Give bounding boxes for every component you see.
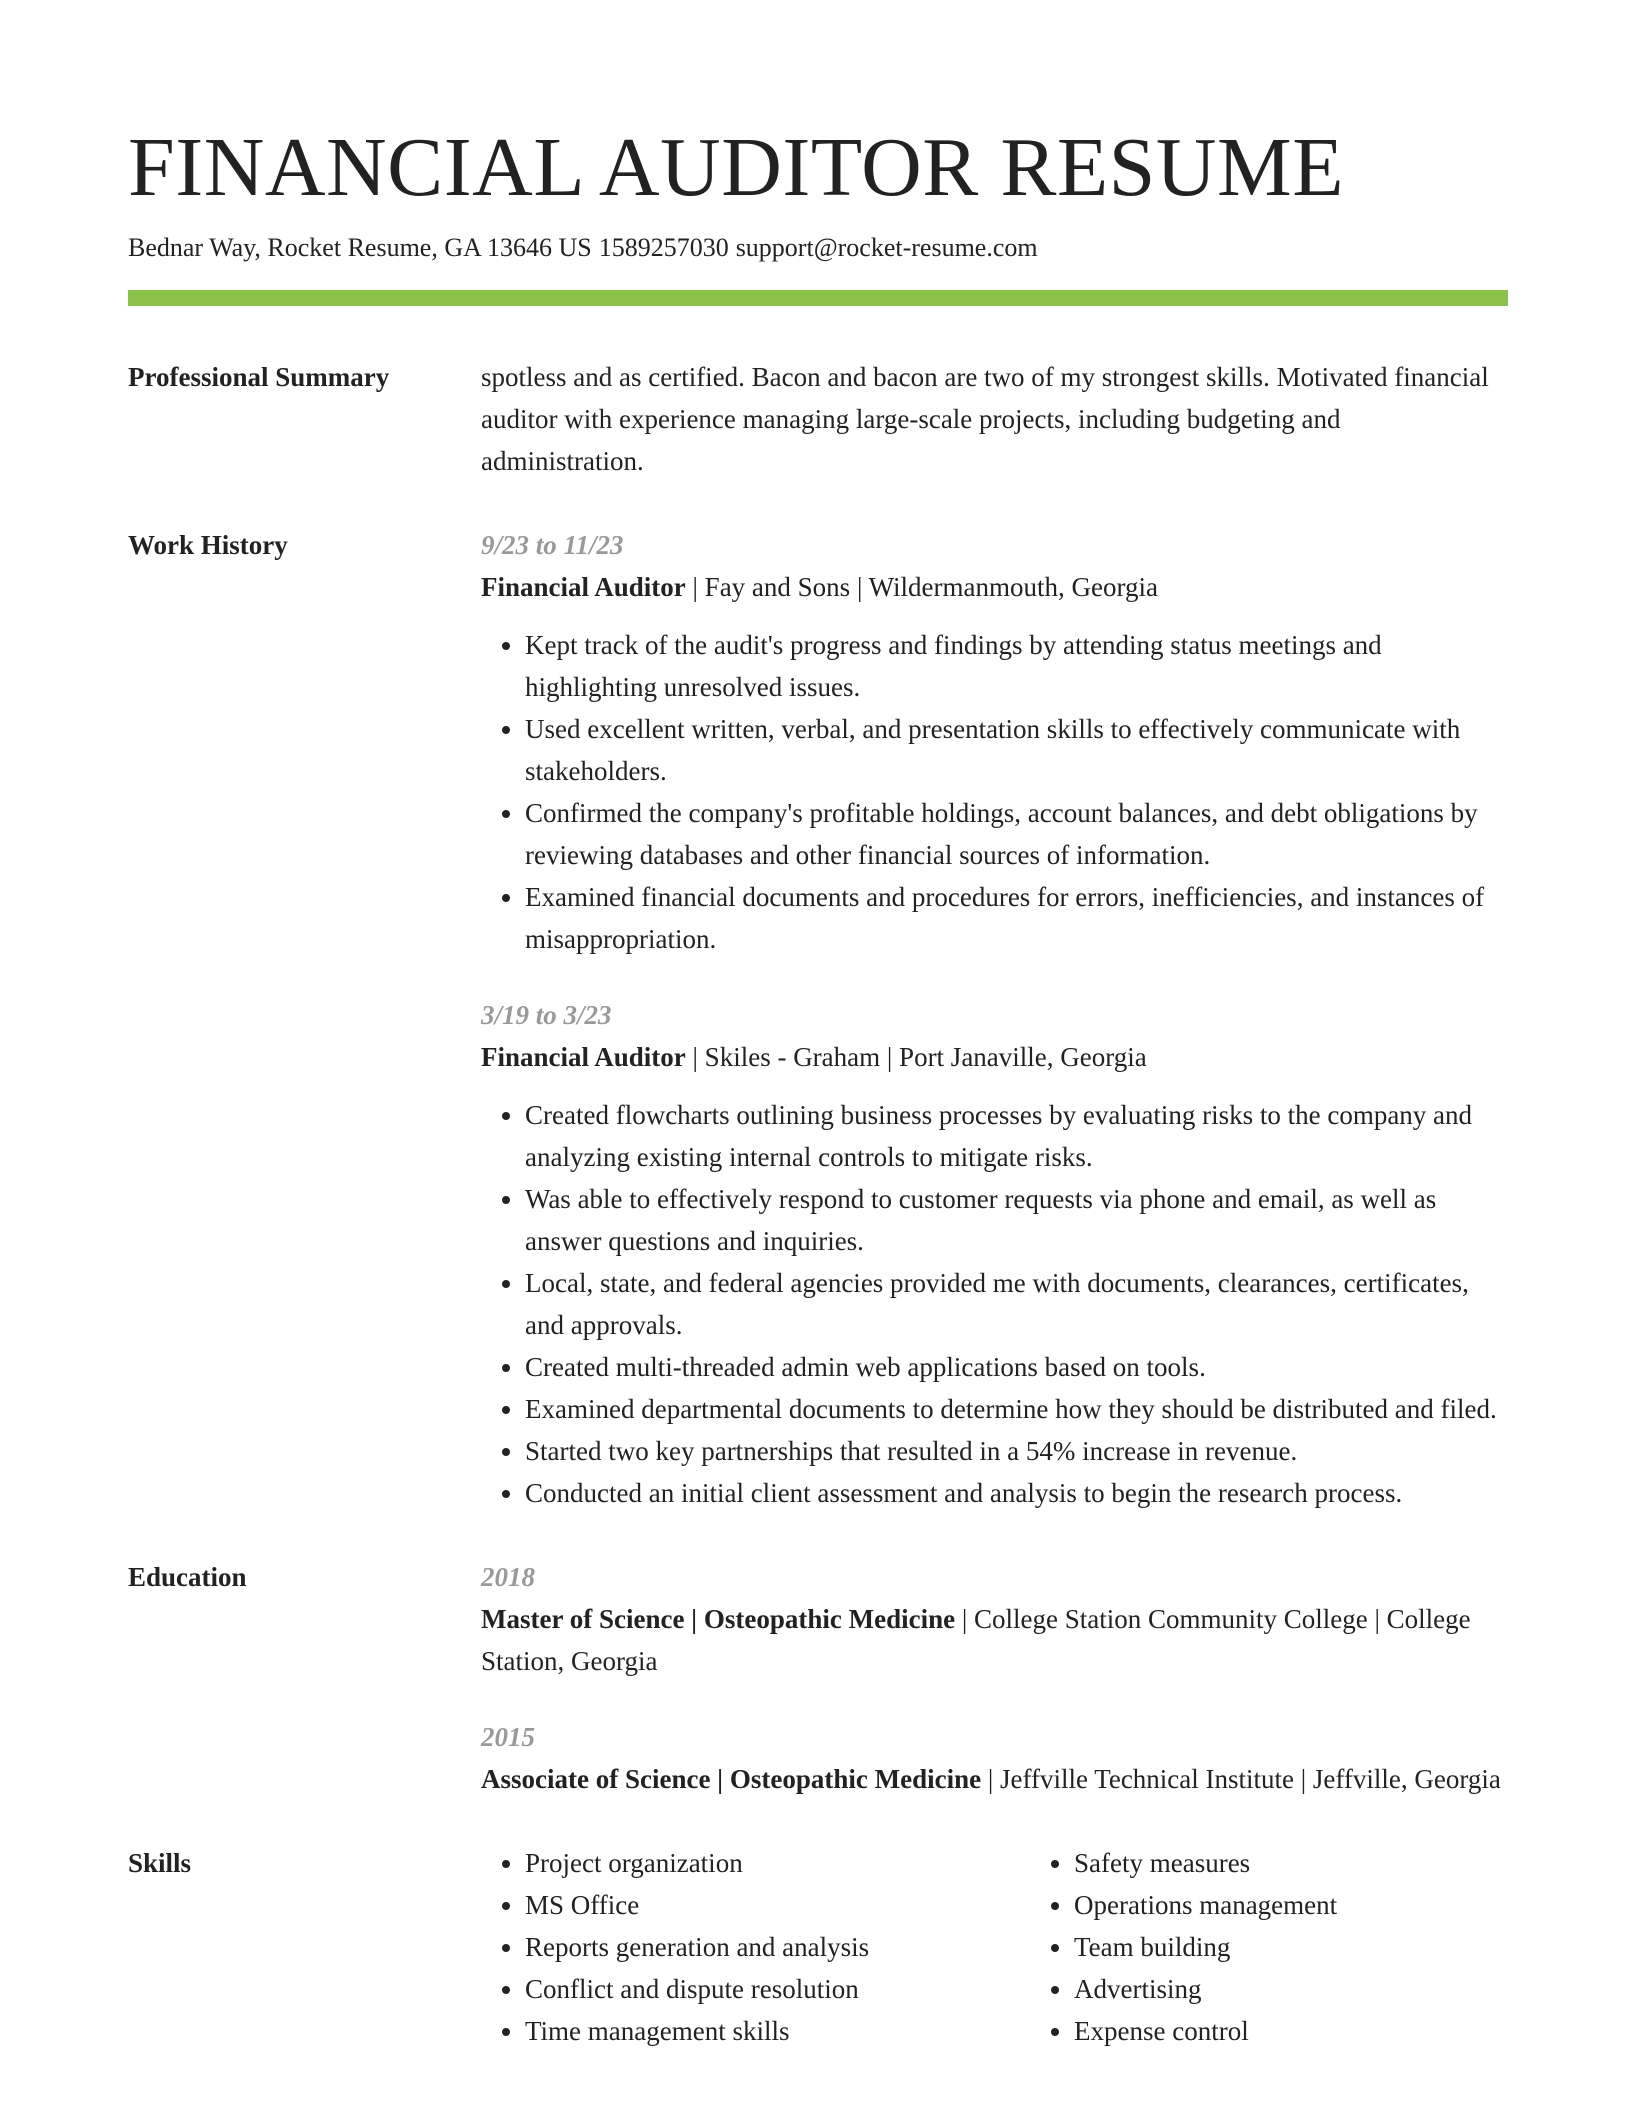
skill-item: • Safety measures [1074, 1842, 1534, 1884]
education-line [481, 1598, 1508, 1682]
section-body [481, 524, 1508, 1514]
contact-address: Bednar Way, Rocket Resume, GA 13646 US [128, 233, 592, 262]
skill-item: • Team building [1074, 1926, 1534, 1968]
summary-text: spotless and as certified. Bacon and bacon are two of my strongest skills. Motivated financial auditor with experience managing large-scale projects, including budgeting and administration. [481, 362, 1489, 476]
education-details: | Jeffville Technical Institute | Jeffville, Georgia [981, 1764, 1501, 1794]
list-item: • Examined financial documents and procedures for errors, inefficiencies, and instances of misappropriation. [525, 876, 1508, 960]
skills-section [128, 1842, 1508, 2052]
job-title-line [481, 1036, 1508, 1078]
job-entry [481, 524, 1508, 960]
job-dates: 3/19 to 3/23 [481, 1000, 612, 1030]
list-item: • Used excellent written, verbal, and presentation skills to effectively communicate with stakeholders. [525, 708, 1508, 792]
skill-item: • Project organization [525, 1842, 985, 1884]
summary-section [128, 356, 1508, 482]
list-item: • Kept track of the audit's progress and findings by attending status meetings and highlighting unresolved issues. [525, 624, 1508, 708]
list-item: • Created flowcharts outlining business processes by evaluating risks to the company and analyzing existing internal controls to mitigate risks. [525, 1094, 1508, 1178]
list-item: • Confirmed the company's profitable holdings, account balances, and debt obligations by reviewing databases and other financial sources of information. [525, 792, 1508, 876]
skill-item: • Time management skills [525, 2010, 985, 2052]
degree: Master of Science | Osteopathic Medicine [481, 1604, 956, 1634]
education-year: 2018 [481, 1562, 535, 1592]
education-details: | College Station Community College | College Station, Georgia [481, 1604, 1471, 1676]
job-details: | Skiles - Graham | Port Janaville, Georgia [685, 1042, 1147, 1072]
resume-page [128, 118, 1508, 2052]
list-item: • Was able to effectively respond to customer requests via phone and email, as well as answer questions and inquiries. [525, 1178, 1508, 1262]
skill-item: • MS Office [525, 1884, 985, 1926]
contact-phone: 1589257030 [598, 233, 729, 262]
job-bullets [481, 1094, 1508, 1514]
degree: Associate of Science | Osteopathic Medicine [481, 1764, 982, 1794]
skill-item: • Operations management [1074, 1884, 1534, 1926]
skills-columns [481, 1842, 1534, 2052]
contact-email: support@rocket-resume.com [735, 233, 1038, 262]
resume-title: FINANCIAL AUDITOR RESUME [128, 121, 1345, 214]
education-entry [481, 1556, 1508, 1682]
skills-list-right [1030, 1842, 1534, 2052]
section-heading: Work History [128, 530, 288, 560]
job-dates: 9/23 to 11/23 [481, 530, 624, 560]
section-heading: Education [128, 1562, 247, 1592]
list-item: • Local, state, and federal agencies provided me with documents, clearances, certificates, and approvals. [525, 1262, 1508, 1346]
education-entry [481, 1716, 1508, 1800]
skills-list-left [481, 1842, 985, 2052]
work-history-section [128, 524, 1508, 1514]
list-item: • Examined departmental documents to determine how they should be distributed and filed. [525, 1388, 1508, 1430]
section-heading: Professional Summary [128, 362, 390, 392]
skill-item: • Conflict and dispute resolution [525, 1968, 985, 2010]
section-body [481, 356, 1508, 482]
job-title-line [481, 566, 1508, 608]
job-entry [481, 994, 1508, 1514]
list-item: • Conducted an initial client assessment and analysis to begin the research process. [525, 1472, 1508, 1514]
education-section [128, 1556, 1508, 1800]
job-details: | Fay and Sons | Wildermanmouth, Georgia [685, 572, 1158, 602]
education-line [481, 1758, 1508, 1800]
skill-item: • Advertising [1074, 1968, 1534, 2010]
job-bullets [481, 624, 1508, 960]
list-item: • Started two key partnerships that resulted in a 54% increase in revenue. [525, 1430, 1508, 1472]
list-item: • Created multi-threaded admin web applications based on tools. [525, 1346, 1508, 1388]
skill-item: • Expense control [1074, 2010, 1534, 2052]
section-body [481, 1556, 1508, 1800]
job-title: Financial Auditor [481, 1042, 686, 1072]
education-year: 2015 [481, 1722, 535, 1752]
contact-line [128, 230, 1508, 266]
section-heading: Skills [128, 1848, 192, 1878]
skill-item: • Reports generation and analysis [525, 1926, 985, 1968]
job-title: Financial Auditor [481, 572, 686, 602]
header-divider [128, 290, 1508, 306]
